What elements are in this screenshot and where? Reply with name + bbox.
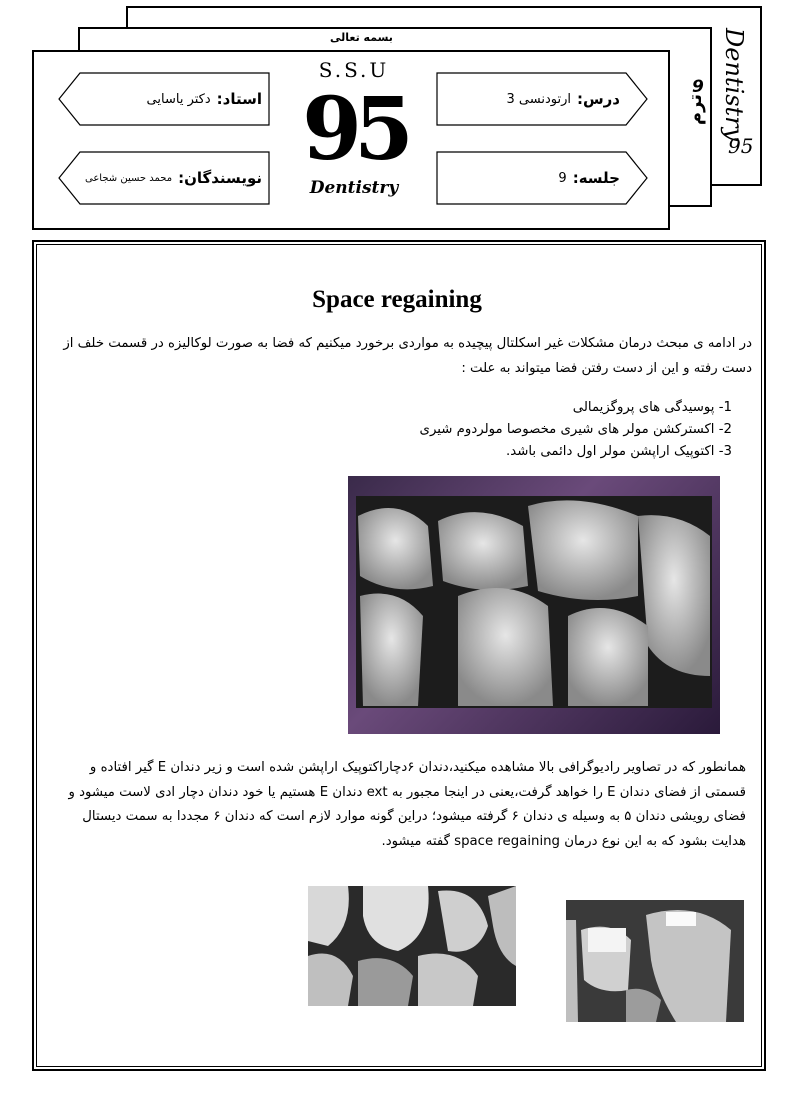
cause-item: 3- اکتوپیک اراپشن مولر اول دائمی باشد. [506, 444, 732, 459]
teacher-box [58, 72, 270, 126]
logo-bottom-text: Dentistry [309, 178, 399, 198]
teacher-label: استاد: [216, 90, 262, 108]
ssu-logo [299, 54, 409, 228]
cause-item: 2- اکسترکشن مولر های شیری مخصوصا مولردوم شیری [419, 422, 732, 437]
teacher-name: دکتر یاسایی [146, 91, 211, 107]
logo-top-text: S.S.U [318, 58, 390, 82]
side-session-number: 9 [692, 77, 704, 97]
session-box [436, 151, 648, 205]
side-brand: Dentistry [720, 28, 748, 142]
explanation-paragraph: همانطور که در تصاویر رادیوگرافی بالا مشاهده میکنید،دندان ۶دچاراکتوپیک اراپشن شده است و زیر دندان E گیر افتاده و قسمتی از فضای دندان E را خواهد گرفت،یعنی در اینجا مجبور به ext دندان E هستیم یا خود دندان دچار ادی لاست میشود و فضای رویشی دندان ۵ به وسیله ی دندان ۶ گرفته میشود؛ دراین گونه موارد لازم است که دندان ۶ مجددا به سمت دیستال هدایت بشود که به این نوع درمان space regaining گفته میشود. [68, 760, 746, 849]
side-year: 95 [728, 134, 754, 158]
card-top-title: بسمه تعالی [330, 31, 393, 44]
authors-label: نویسندگان: [178, 169, 262, 187]
header-card-front [32, 50, 670, 230]
intro-paragraph: در ادامه ی مبحث درمان مشکلات غیر اسکلتال پیچیده به مواردی برخورد میکنیم که فضا به صورت لوکالیزه در قسمت خلف از دست رفته و این از دست رفتن فضا میتواند به علت : [63, 336, 752, 376]
authors-name: محمد حسین شجاعی [84, 172, 173, 184]
radiograph-image-3 [566, 900, 744, 1022]
logo-number: 95 [302, 79, 406, 180]
radiograph-image-2 [308, 886, 516, 1006]
causes-list [300, 397, 732, 463]
side-session-word: ترم [685, 93, 707, 126]
authors-box [58, 151, 270, 205]
session-number: 9 [558, 170, 567, 186]
radiograph-teeth-drawing [566, 900, 744, 1022]
cause-item: 1- پوسیدگی های پروگزیمالی [572, 400, 732, 415]
session-label: جلسه: [572, 169, 620, 187]
course-box [436, 72, 648, 126]
course-label: درس: [576, 90, 620, 108]
page-title: Space regaining [312, 286, 482, 313]
radiograph-teeth-drawing [308, 886, 516, 1006]
radiograph-teeth-drawing [348, 476, 720, 734]
course-name: ارتودنسی 3 [506, 91, 571, 107]
radiograph-image-1 [348, 476, 720, 734]
